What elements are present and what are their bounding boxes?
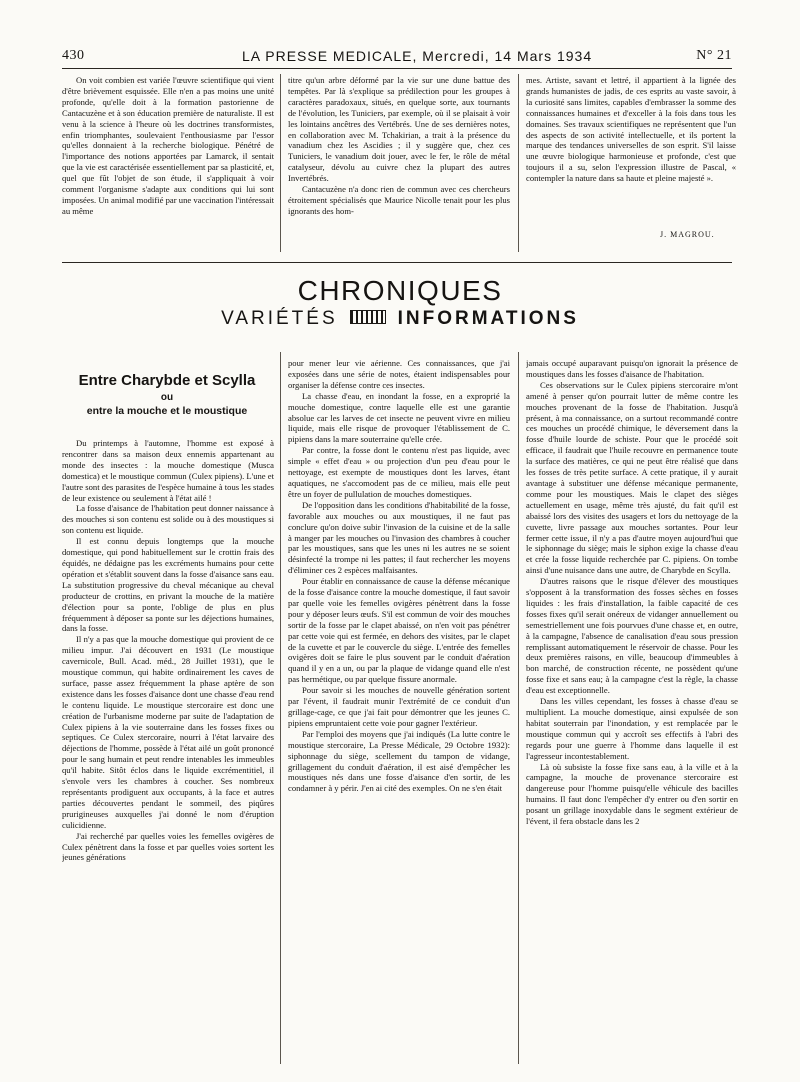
- paragraph: Dans les villes cependant, les fosses à chasse d'eau se multiplient. La mouche domestique, ainsi expulsée de son habitat souterrain par l'inondation, y est remplacée par le moustique commun qui y accroît ses effectifs à l'abri des regards pour une guerre à l'homme dans laquelle il est l'agresseur incontestablement.: [526, 696, 738, 761]
- issue-number: N° 21: [696, 48, 732, 63]
- section-title: CHRONIQUES: [297, 275, 503, 306]
- header-rule: [62, 68, 732, 69]
- paragraph: Par contre, la fosse dont le contenu n'est pas liquide, avec simple « effet d'eau » ou projection d'un peu d'eau pour le nettoyage, est exempte de moustiques dont les larves, étant aquatiques, ne s'accomodent pas de ce milieu, mais elle peut être un foyer de pullulation de mouches domestiques.: [288, 445, 510, 499]
- paragraph: D'autres raisons que le risque d'élever des moustiques s'opposent à la transformation des fosses sèches en fosses liquides : les frais d'installation, la faible capacité de ces fosses fixes qu'il serait onéreux de vidanger annuellement ou semestriellement une fois pourvues d'une chasse et, en outre, à la campagne, l'absence de canalisation d'eau sous pression remplissant automatiquement le réservoir de chasse. Pour les deux premières raisons, en ville, beaucoup d'immeubles à bon marché, de construction récente, ne possèdent qu'une fosse fixe et sans eau; à la campagne c'est la règle, la chasse d'eau est exceptionnelle.: [526, 576, 738, 696]
- paragraph: jamais occupé auparavant puisqu'on ignorait la présence de moustiques dans les fosses d'aisance de l'habitation.: [526, 358, 738, 379]
- column-divider: [518, 352, 519, 1064]
- article-title: Entre Charybde et Scylla: [78, 372, 256, 389]
- paragraph: pour mener leur vie aérienne. Ces connaissances, que j'ai exposées dans une série de notes, étaient indispensables pour organiser la défense contre ces insectes.: [288, 358, 510, 390]
- paragraph: Il n'y a pas que la mouche domestique qui provient de ce milieu impur. J'ai découvert en 1931 (Le moustique cavernicole, Bull. Acad. méd., 28 Juillet 1931), que le moustique commun, qui habite ordinairement les caves de surface, passe assez fréquemment la phase aptère de son existence dans les fosses d'aisance dont une chasse d'eau rend le contenu liquide. Le moustique stercoraire est donc une création de l'urbanisme moderne par suite de l'adaptation de Culex pipiens à la vie souterraine dans les fosses fixes ou septiques. Ce Culex stercoraire, nourri à l'état larvaire des déjections de l'homme, possède à l'état ailé un goût prononcé pour le sang humain et peut rendre intenables les immeubles qu'il habite. Sitôt éclos dans le liquide excrémentitiel, il s'envole vers les chambres à coucher. Ses nombreux représentants prodiguent aux occupants, à la face et autres parties découvertes pendant le sommeil, des piqûres prurigineuses auxquelles j'ai donné le nom d'éruption culicidienne.: [62, 634, 274, 830]
- section-left-label: VARIÉTÉS: [221, 308, 338, 329]
- top-article-column-2: [288, 75, 510, 255]
- paragraph: La chasse d'eau, en inondant la fosse, en a exproprié la mouche domestique, contre laquelle elle est une garantie absolue car les larves de cet insecte ne peuvent vivre en milieu liquide, mais elle risque de provoquer l'établissement de C. pipiens dans la mare souterraine qu'elle crée.: [288, 390, 510, 445]
- paragraph: titre qu'un arbre déformé par la vie sur une dune battue des tempêtes. Par là s'explique sa prédilection pour les groupes à caractères paradoxaux, situés, en quelque sorte, aux tournants de l'évolution, les Tuniciers, par exemple, où il se plaisait à voir les lointains ancêtres des Vertébrés. Une de ses dernières notes, en collaboration avec M. Tchakirian, a trait à la présence du vanadium chez les Ascidies ; il y suggère que, chez ces Tuniciers, le vanadium doit jouer, avec le fer, le rôle de métal catalyseur, dévolu au cuivre chez la plupart des autres Invertébrés.: [288, 75, 510, 184]
- paragraph: On voit combien est variée l'œuvre scientifique qui vient d'être brièvement esquissée. Elle n'en a pas moins une unité profonde, qu'elle doit à la formation pastorienne de Cantacuzène et à son éducation première de naturaliste. Il est venu à la science à l'heure où les doctrines transformistes, enfin triomphantes, soulevaient l'enthousiasme par l'essor qu'elles donnaient à la recherche biologique. Pénétré de l'importance des notions apportées par Lamarck, il sentait que la vie est caractérisée essentiellement par sa plasticité, et, quel que fût l'objet de son étude, il s'appliquait à voir comment l'organisme s'adapte aux conditions qui lui sont imposées. Un animal modifié par une vaccination l'intéressait au même: [62, 75, 274, 216]
- section-ornament-icon: [350, 310, 386, 324]
- author-signature: J. MAGROU.: [660, 230, 715, 239]
- paragraph: mes. Artiste, savant et lettré, il appartient à la lignée des grands humanistes de jadis, de ces esprits au vaste savoir, à la curiosité sans limites, capables d'embrasser la somme des connaissances humaines et d'exceller à la fois dans tous les domaines. Ses travaux scientifiques ne représentent que l'un des aspects de son activité intellectuelle, et ils portent la marque des tendances universelles de son esprit. S'il laisse une œuvre biologique harmonieuse et profonde, c'est que toujours il a su, selon l'expression illustre de Pascal, « contempler la nature dans sa haute et pleine majesté ».: [526, 75, 736, 184]
- paragraph: Pour établir en connaissance de cause la défense mécanique de la fosse d'aisance contre la mouche domestique, il faut savoir par quelle voie les femelles ovigères pénètrent dans la fosse pour y déposer leurs œufs. S'il est commun de voir des mouches sortir de la fosse par le clapet abaissé, on n'en voit pas pénétrer par cette voie qui est fermée, en dehors des visites, par le clapet de la cuvette et par le couvercle du siège. L'entrée des femelles ovigères doit se faire le plus souvent par le conduit d'aération quand il y en a un, ou par la plaque de vidange quand elle n'est pas hermétique, ou par quelque fissure anormale.: [288, 576, 510, 685]
- journal-title: LA PRESSE MEDICALE, Mercredi, 14 Mars 1934: [242, 48, 593, 64]
- paragraph: Ces observations sur le Culex pipiens stercoraire m'ont amené à penser qu'on pourrait lutter de même contre les mouches provenant de la fosse de l'habitation. Jusqu'à présent, à ma connaissance, on a surtout recommandé contre ces mouches un procédé chimique, le déversement dans la fosse d'huile lourde de schiste. Pour que le procédé soit efficace, il faudrait que l'huile recouvre en permanence toute la surface des matières, ce qui ne peut être réalisé que dans les fosses de très petite surface. A cette pratique, il y aurait avantage à substituer une défense mécanique permanente, comme pour les moustiques. Mais le clapet des sièges actuellement en usage, même très ajusté, du fait qu'il est abaissé lors des visites des usagers et lors du nettoyage de la cuvette, livre passage aux mouches sortantes. Pour leur fermer cette issue, il n'y a pas d'autre moyen aujourd'hui que le siphonnage du siège; mais le siphon exige la chasse d'eau et crée la fosse liquide recherchée par C. pipiens. On tombe ainsi d'une nuisance dans une autre, de Charybde en Scylla.: [526, 379, 738, 576]
- article-column-1: [62, 438, 274, 1063]
- paragraph: Il est connu depuis longtemps que la mouche domestique, qui pond habituellement sur le crottin frais des équidés, ne dédaigne pas les excréments humains pour cette opération et s'établit souvent dans la fosse d'aisance sans eau. La substitution progressive du cheval mécanique au cheval producteur de crottins, en privant la mouche de la matière d'élection pour sa ponte, l'oblige de plus en plus fréquemment à déposer sa ponte sur les déjections humaines, dans la fosse.: [62, 536, 274, 634]
- top-article-column-1: [62, 75, 274, 255]
- paragraph: J'ai recherché par quelles voies les femelles ovigères de Culex pénètrent dans la fosse et par quelles voies sortent les jeunes générations: [62, 830, 274, 863]
- article-column-2: [288, 358, 510, 1064]
- top-article-column-3: [526, 75, 736, 230]
- section-rule: [62, 262, 732, 263]
- running-header: [62, 48, 732, 68]
- paragraph: Cantacuzène n'a donc rien de commun avec ces chercheurs étroitement spécialisés que Maurice Nicolle tenait pour les plus ignorants des hom-: [288, 184, 510, 216]
- column-divider: [280, 352, 281, 1064]
- column-divider: [518, 74, 519, 252]
- section-subtitle: [0, 308, 800, 330]
- paragraph: De l'opposition dans les conditions d'habitabilité de la fosse, favorable aux mouches ou aux moustiques, il ne faut pas conclure qu'on doive subir l'invasion de la cuisine et de la salle à manger par les mouches ou l'invasion des chambres à coucher par les moustiques, sans que les unes ni les autres ne se soient désinfecté la trompe ni les pattes; il faut rechercher les moyens d'éliminer ces 2 espèces malfaisantes.: [288, 499, 510, 576]
- paragraph: Par l'emploi des moyens que j'ai indiqués (La lutte contre le moustique stercoraire, La Presse Médicale, 29 Octobre 1932): siphonnage du siège, scellement du tampon de vidange, grillagement du conduit d'aération, il est aisé d'empêcher les moustiques nés dans une fosse d'aisance d'en sortir, de les condamner à y périr. J'en ai cité des exemples. On ne s'en était: [288, 728, 510, 794]
- article-title-conjunction: ou: [160, 392, 174, 403]
- article-column-3: [526, 358, 738, 1064]
- page-number: 430: [62, 48, 85, 63]
- paragraph: Là où subsiste la fosse fixe sans eau, à la ville et à la campagne, la mouche de provenance stercoraire est dangereuse pour l'homme puisqu'elle véhicule des bacilles humains. Il faut donc l'empêcher d'y entrer ou d'en sortir en posant un grillage inoxydable dans le segment extérieur de l'évent, il fera obstacle dans les 2: [526, 761, 738, 827]
- column-divider: [280, 74, 281, 252]
- paragraph: Du printemps à l'automne, l'homme est exposé à rencontrer dans sa maison deux ennemis appartenant au monde des insectes : la mouche domestique (Musca domestica) et le moustique commun (Culex pipiens). L'une et l'autre sont des parasites de l'espèce humaine à tous les stades de leur existence ou seulement à l'état ailé !: [62, 438, 274, 503]
- section-right-label: INFORMATIONS: [397, 308, 579, 329]
- paragraph: La fosse d'aisance de l'habitation peut donner naissance à des mouches si son contenu est solide ou à des moustiques si son contenu est liquide.: [62, 503, 274, 536]
- article-subtitle: entre la mouche et le moustique: [86, 405, 248, 417]
- paragraph: Pour savoir si les mouches de nouvelle génération sortent par l'évent, il faudrait munir l'extrémité de ce conduit d'un grillage-cage, ce que j'ai fait pour démontrer que les jeunes C. pipiens empruntaient cette voie pour gagner l'extérieur.: [288, 685, 510, 728]
